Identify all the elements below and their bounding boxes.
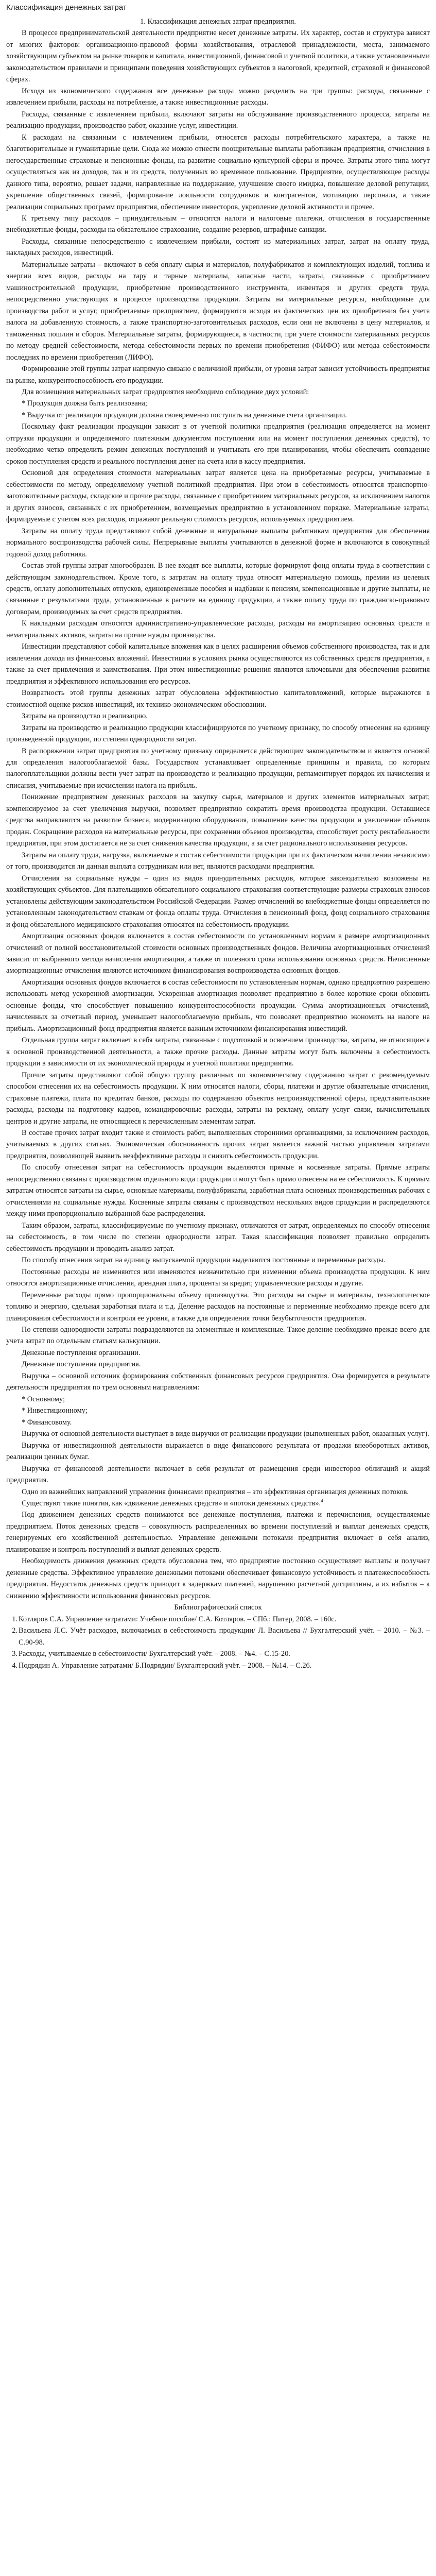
paragraph-text: К расходам на связанным с извлечением прибыли, относятся расходы потребительского характера, а также на благотворительные и гуманитарные цели. Сюда же можно отнести поощрительные выплаты работникам предприятия, отчисления в негосударственные страховые и пенсионные фонды, на развитие социально-культурной сферы и прочее. Затраты этого типа могут осуществляться как из доходов, так и из средств, полученных во временное пользование. Предприятие, осуществляющее расходы данного типа, вероятно, решает задачи, направленные на поддержание, улучшение своего имиджа, повышение деловой репутации, укрепление общественных связей, формирование лояльности сотрудников и контрагентов, мотивацию персонала, а также реализации социальных программ предприятия, обеспечение инвесторов, укрепление деловой активности и прочее. — [6, 133, 430, 211]
paragraph-text: Амортизация основных фондов включается в состав себестоимости по установленным нормам в размере амортизационных отчислений от полной восстановительной стоимости основных производственных фондов. Величина амортизационных отчислений зависит от выбранного метода начисления амортизации, а также от полезного срока использования основных средств. Начисленные амортизационные отчисления являются источником финансирования воспроизводства основных фондов. — [6, 932, 430, 975]
paragraph — [6, 722, 430, 745]
paragraph — [6, 641, 430, 687]
bibliography-text: Котляров С.А. Управление затратами: Учебное пособие/ С.А. Котляров. – СПб.: Питер, 2008. – 160с. — [19, 1615, 337, 1623]
paragraph-text: Амортизация основных фондов включается в состав себестоимости по установленным нормам, однако предприятию разрешено использовать метод ускоренной амортизации. Ускоренная амортизация позволяет предприятию в более короткие сроки обновить основные фонды, что способствует повышению конкурентоспособности продукции. Сумма амортизационных отчислений, начисленных за отчетный период, уменьшает налогооблагаемую прибыль, что позволяет предприятию экономить на налоге на прибыль. Амортизационный фонд предприятия является важным источником финансирования инвестиций. — [6, 978, 430, 1033]
bibliography-item — [6, 1614, 430, 1625]
paragraph-text: В составе прочих затрат входит также и стоимость работ, выполненных сторонними организациями, за исключением расходов, учитываемых в других статьях. Экономическая обоснованность прочих затрат является важной частью управления затратами предприятия, позволяющей выявить неэффективные расходы и снизить себестоимость продукции. — [6, 1129, 430, 1160]
paragraph — [6, 1555, 430, 1602]
paragraph-text: Инвестиции представляют собой капитальные вложения как в целях расширения объемов собственного производства, так и для извлечения дохода из финансовых вложений. Инвестиции в условиях рынка осуществляются из собственных средств предприятия, а также за счет привлечения и заимствования. При этом инвестиционные решения являются ключевыми для обеспечения развития предприятия и эффективного использования его ресурсов. — [6, 642, 430, 686]
paragraph — [6, 1417, 430, 1428]
paragraph-text: В процессе предпринимательской деятельности предприятие несет денежные затраты. Их характер, состав и структура зависят от многих факторов: организационно-правовой формы хозяйствования, отраслевой принадлежности, места, занимаемого хозяйствующим субъектом на рынке товаров и капитала, инвестиционной, финансовой и учетной политики, а также установленными законодательством правилами и принципами поведения хозяйствующих субъектов в налоговой, кредитной, страховой и финансовой сферах. — [6, 29, 430, 84]
paragraph — [6, 710, 430, 722]
paragraph — [6, 398, 430, 409]
paragraph-text: Возвратность этой группы денежных затрат обусловлена эффективностью капиталовложений, которые выражаются в стоимостной оценке рисков инвестиций, их технико-экономическом обосновании. — [6, 689, 430, 709]
paragraph — [6, 1486, 430, 1498]
paragraph — [6, 1405, 430, 1416]
paragraph — [6, 1162, 430, 1219]
paragraph-text: Расходы, связанные непосредственно с извлечением прибыли, состоят из материальных затрат, затрат на оплату труда, накладных расходов, инвестиций. — [6, 237, 430, 258]
paragraph — [6, 1220, 430, 1255]
paragraph — [6, 1428, 430, 1439]
paragraph-text: Постоянные расходы не изменяются или изменяются незначительно при изменении объема производства продукции. К ним относятся амортизационные отчисления, арендная плата, проценты за кредит, управленческие расходы и другие. — [6, 1267, 430, 1288]
paragraph-text: * Финансовому. — [22, 1418, 72, 1427]
paragraph — [6, 1347, 430, 1359]
page-title: Классификация денежных затрат — [6, 3, 127, 12]
paragraph-text: Затраты на оплату труда представляют собой денежные и натуральные выплаты работникам предприятия для обеспечения нормального воспроизводства рабочей силы. Непрерывные выплаты учитываются в денежной форме и включаются в совокупный годовой доход работника. — [6, 527, 430, 558]
paragraph-text: Под движением денежных средств понимаются все денежные поступления, платежи и перечисления, осуществляемые предприятием. Поток денежных средств – совокупность распределенных во времени поступлений и выплат денежных средств, генерируемых его хозяйственной деятельностью. Управление денежными потоками предприятия включает в себя анализ, планирование и контроль поступлений и выплат денежных средств. — [6, 1511, 430, 1554]
paragraph — [6, 791, 430, 849]
paragraph-text: * Продукция должна быть реализована; — [22, 399, 147, 408]
paragraph — [6, 16, 430, 27]
paragraph-text: Выручка от финансовой деятельности включает в себя результат от размещения среди инвесторов облигаций и акций предприятия. — [6, 1464, 430, 1485]
paragraph — [6, 363, 430, 386]
paragraph-text: Существуют такие понятия, как «движение денежных средств» и «потоки денежных средств». — [22, 1499, 321, 1507]
bibliography-number: 2. — [12, 1626, 18, 1635]
paragraph-text: Необходимость движения денежных средств обусловлена тем, что предприятие постоянно осуществляет выплаты и получает денежные средства. Эффективное управление денежными потоками обеспечивает финансовую устойчивость и платежеспособность предприятия. Недостаток денежных средств приводит к задержкам платежей, нарушению расчетной дисциплины, а их избыток – к снижению эффективности использования финансовых ресурсов. — [6, 1557, 430, 1600]
paragraph — [6, 930, 430, 977]
paragraph — [6, 467, 430, 525]
paragraph — [6, 1266, 430, 1290]
paragraph — [6, 386, 430, 398]
paragraph — [6, 977, 430, 1035]
paragraph-text: Основной для определения стоимости материальных затрат является цена на приобретаемые ресурсы, учитываемые в себестоимости по методу, определяемому учетной политикой предприятия. При этом в себестоимость относятся транспортно-заготовительные расходы, складские и прочие расходы, связанные с приобретением материальных ресурсов, за исключением налогов и других взносов, связанных с их приобретением, возмещаемых предприятию в установленном порядке. Материальные затраты, формируемые с учетом всех расходов, отражают реальную стоимость ресурсов, используемых предприятием. — [6, 469, 430, 524]
paragraph — [6, 560, 430, 618]
paragraph — [6, 745, 430, 792]
paragraph — [6, 1463, 430, 1486]
bibliography-text: Расходы, учитываемые в себестоимости/ Бухгалтерский учёт. – 2008. – №4. – С.15-20. — [19, 1650, 290, 1658]
paragraph-text: Понижение предприятием денежных расходов на закупку сырья, материалов и других элементов материальных затрат, компенсируемое за счет увеличения выручки, позволяет предприятию сократить время производства продукции. Оставшиеся средства направляются на развитие бизнеса, модернизацию оборудования, повышение качества продукции и увеличение объемов продаж. Сокращение расходов на материальные ресурсы, при сохранении объемов производства, способствует росту рентабельности предприятия, при этом достигается не за счет снижения качества продукции, а за счет рационального использования ресурсов. — [6, 793, 430, 848]
paragraph — [6, 1070, 430, 1127]
paragraph — [6, 421, 430, 467]
footnote-ref[interactable]: 4 — [321, 1498, 323, 1504]
paragraph — [6, 687, 430, 710]
paragraph-text: Денежные поступления организации. — [22, 1348, 141, 1357]
paragraph-text: Выручка от основной деятельности выступает в виде выручки от реализации продукции (выполненных работ, оказанных услуг). — [22, 1430, 429, 1438]
paragraph-text: * Выручка от реализации продукции должна своевременно поступать на денежные счета организации. — [22, 411, 347, 419]
paragraph — [6, 1394, 430, 1405]
paragraph-text: Выручка от инвестиционной деятельности выражается в виде финансового результата от продажи внеоборотных активов, реализации ценных бумаг. — [6, 1441, 430, 1462]
paragraph — [6, 86, 430, 109]
paragraph-text: По способу отнесения затрат на единицу выпускаемой продукции выделяются постоянные и переменные расходы. — [22, 1256, 386, 1265]
paragraph-text: * Инвестиционному; — [22, 1406, 88, 1415]
paragraph — [6, 1370, 430, 1394]
paragraph — [6, 1290, 430, 1324]
bibliography-list — [6, 1614, 430, 1671]
paragraph-text: Отдельная группа затрат включает в себя затраты, связанные с подготовкой и освоением производства, затраты, не относящиеся к основной производственной деятельности, а также прочие расходы. Данные затраты могут быть включены в себестоимость продукции в зависимости от их экономической природы и учетной политики предприятия. — [6, 1036, 430, 1068]
paragraph — [6, 1127, 430, 1162]
paragraph — [6, 1035, 430, 1069]
paragraph — [6, 850, 430, 873]
paragraph — [6, 213, 430, 236]
paragraph — [6, 27, 430, 85]
paragraph-text: Для возмещения материальных затрат предприятия необходимо соблюдение двух условий: — [22, 388, 309, 396]
paragraph-text: Прочие затраты представляют собой общую группу различных по экономическому содержанию затрат с рекомендуемым способом отнесения их на себестоимость продукции. К ним относятся налоги, сборы, платежи и другие обязательные отчисления, страховые платежи, плата по кредитам банков, расходы по содержанию объектов непроизводственной сферы, представительские расходы, расходы на подготовку кадров, командировочные расходы, затраты на рекламу, оплату услуг связи, вычислительных центров и другие затраты, не относящиеся к перечисленным элементам затрат. — [6, 1071, 430, 1126]
paragraph — [6, 1359, 430, 1370]
paragraph — [6, 1509, 430, 1555]
paragraph-text: Отчисления на социальные нужды – один из видов принудительных расходов, которые законодательно возложены на хозяйствующих субъектов. Для плательщиков обязательного социального страхования соответствующие размеры страховых взносов установлены действующим законодательством Российской Федерации. Размер отчислений во внебюджетные фонды определяется по установленным законодательством ставкам от фонда оплаты труда. Отчисления в пенсионный фонд, фонд социального страхования и фонд обязательного медицинского страхования относятся на себестоимость продукции. — [6, 874, 430, 929]
paragraph-text: Состав этой группы затрат многообразен. В нее входят все выплаты, которые формируют фонд оплаты труда в соответствии с действующим законодательством. Кроме того, к затратам на оплату труда относят материальную помощь, премии из целевых средств, оплату дополнительных отпусков, единовременные пособия и надбавки к пенсиям, компенсационные и другие выплаты, не связанные с результатами труда, установленные в расчете на единицу продукции, а также оплату труда по гражданско-правовым договорам, производимых за счет средств предприятия. — [6, 562, 430, 616]
paragraph-text: Материальные затраты – включают в себя оплату сырья и материалов, полуфабрикатов и комплектующих изделий, топлива и энергии всех видов, расходы на тару и тарные материалы, запасные части, затраты, связанные с приобретением машиностроительной продукции, приобретение производственного инструмента, инвентаря и других средств труда, непосредственно участвующих в процессе производства продукции. Затраты на материальные ресурсы, необходимые для производства работ и услуг, приобретаемые предприятием, формируются исходя из фактических цен их приобретения без учета налога на добавленную стоимость, а также транспортно-заготовительных расходов, если они не включены в цену материалов, и таможенных пошлин и сборов. Материальные затраты, формирующиеся, в частности, при учете стоимости материальных ресурсов по методу средней себестоимости, метода себестоимости первых по времени приобретения (ФИФО) или метода себестоимости последних по времени приобретения (ЛИФО). — [6, 260, 430, 362]
paragraph-text: 1. Классификация денежных затрат предприятия. — [140, 18, 296, 26]
paragraph — [6, 1255, 430, 1266]
paragraph — [6, 1498, 430, 1509]
paragraph-text: Затраты на производство и реализацию. — [22, 712, 148, 721]
bibliography-number: 3. — [12, 1650, 18, 1658]
paragraph — [6, 259, 430, 363]
paragraph-text: Формирование этой группы затрат напрямую связано с величиной прибыли, от уровня затрат зависит устойчивость предприятия на рынке, конкурентоспособность его продукции. — [6, 365, 430, 385]
paragraph-text: Таким образом, затраты, классифицируемые по учетному признаку, отличаются от затрат, определяемых по способу отнесения на себестоимость, в том числе по степени однородности затрат. Такая классификация позволяет правильно определить себестоимость продукции и проводить анализ затрат. — [6, 1221, 430, 1253]
document-body — [6, 16, 430, 1671]
paragraph-text: Одно из важнейших направлений управления финансами предприятия – это эффективная организация денежных потоков. — [22, 1487, 409, 1496]
paragraph-text: * Основному; — [22, 1395, 65, 1403]
paragraph — [6, 1440, 430, 1463]
bibliography-item — [6, 1648, 430, 1659]
bibliography-heading: Библиографический список — [174, 1603, 262, 1612]
paragraph — [6, 236, 430, 259]
paragraph-text: Денежные поступления предприятия. — [22, 1360, 141, 1369]
paragraph-text: Затраты на оплату труда, нагрузка, включаемые в состав себестоимости продукции при их фактическом начислении независимо от того, производится ли данная выплата сотрудникам или нет, являются расходами предприятия. — [6, 851, 430, 871]
paragraph-text: В распоряжении затрат предприятия по учетному признаку определяется действующим законодательством и является основой для определения налогооблагаемой базы. Государством устанавливает определенные принципы и правила, по которым налогоплательщики должны вести учет затрат на производство и реализацию продукции, регламентирует порядок их начисления и списания, учитываемые при исчислении налога на прибыль. — [6, 747, 430, 790]
paragraph — [6, 109, 430, 132]
paragraph-text: Выручка – основной источник формирования собственных финансовых ресурсов предприятия. Она формируется в результате деятельности предприятия по трем основным направлениям: — [6, 1371, 430, 1392]
paragraph-text: Исходя из экономического содержания все денежные расходы можно разделить на три группы: расходы, связанные с извлечением прибыли, расходы на потребление, а также инвестиционные расходы. — [6, 87, 430, 107]
paragraph — [6, 132, 430, 213]
bibliography-number: 1. — [12, 1615, 18, 1623]
paragraph — [6, 1324, 430, 1347]
bibliography-text: Подрядин А. Управление затратами/ Б.Подрядин/ Бухгалтерский учёт. – 2008. – №14. – С.26. — [19, 1661, 312, 1670]
paragraph-text: Поскольку факт реализации продукции зависит в от учетной политики предприятия (реализация определяется на момент отгрузки продукции и определяемого платежным документом поступления или на момент поступления денежных средств), то необходимо четко определить режим денежных поступлений и учитывать его при планировании, чтобы обеспечить совпадение сроков поступления средств и реального поступления денег на счета или в кассу предприятия. — [6, 422, 430, 466]
paragraph-text: По степени однородности затраты подразделяются на элементные и комплексные. Такое деление необходимо прежде всего для учета затрат по отдельным статьям калькуляции. — [6, 1325, 430, 1346]
paragraph — [6, 410, 430, 421]
paragraph-text: К накладным расходам относятся административно-управленческие расходы, расходы на амортизацию основных средств и нематериальных активов, затраты на прочие нужды производства. — [6, 619, 430, 639]
paragraph — [6, 526, 430, 560]
bibliography-text: Васильева Л.С. Учёт расходов, включаемых в себестоимость продукции/ Л. Васильева // Бухгалтерский учёт. – 2010. – №3. – С.90-98. — [19, 1626, 430, 1647]
paragraph — [6, 873, 430, 930]
paragraph-text: Переменные расходы прямо пропорциональны объему производства. Это расходы на сырье и материалы, технологическое топливо и энергию, сдельная заработная плата и т.д. Деление расходов на постоянные и переменные необходимо прежде всего для планирования себестоимости и контроля ее уровня, а также для определения точки безубыточности предприятия. — [6, 1291, 430, 1323]
paragraph-text: По способу отнесения затрат на себестоимость продукции выделяются прямые и косвенные затраты. Прямые затраты непосредственно связаны с производством отдельного вида продукции и могут быть прямо отнесены на ее себестоимость. К прямым затратам относятся затраты на сырье, основные материалы, полуфабрикаты, заработная плата основных производственных рабочих с отчислениями на социальные нужды. Косвенные затраты связаны с производством нескольких видов продукции и распределяются между ними пропорционально выбранной базе распределения. — [6, 1163, 430, 1218]
paragraph-text: Расходы, связанные с извлечением прибыли, включают затраты на обслуживание производственного процесса, затраты на реализацию продукции, производство работ, оказание услуг, инвестиции. — [6, 110, 430, 130]
paragraph-text: Затраты на производство и реализацию продукции классифицируются по учетному признаку, по способу отнесения на единицу произведенной продукции, по степени однородности затрат. — [6, 723, 430, 744]
paragraph-list — [6, 16, 430, 1602]
paragraph — [6, 618, 430, 641]
paragraph-text: К третьему типу расходов – принудительным – относятся налоги и налоговые платежи, отчисления в государственные внебюджетные фонды, расходы на обязательное страхование, создание резервов, штрафные санкции. — [6, 214, 430, 234]
bibliography-number: 4. — [12, 1661, 18, 1670]
bibliography-item — [6, 1660, 430, 1671]
bibliography-item — [6, 1625, 430, 1648]
